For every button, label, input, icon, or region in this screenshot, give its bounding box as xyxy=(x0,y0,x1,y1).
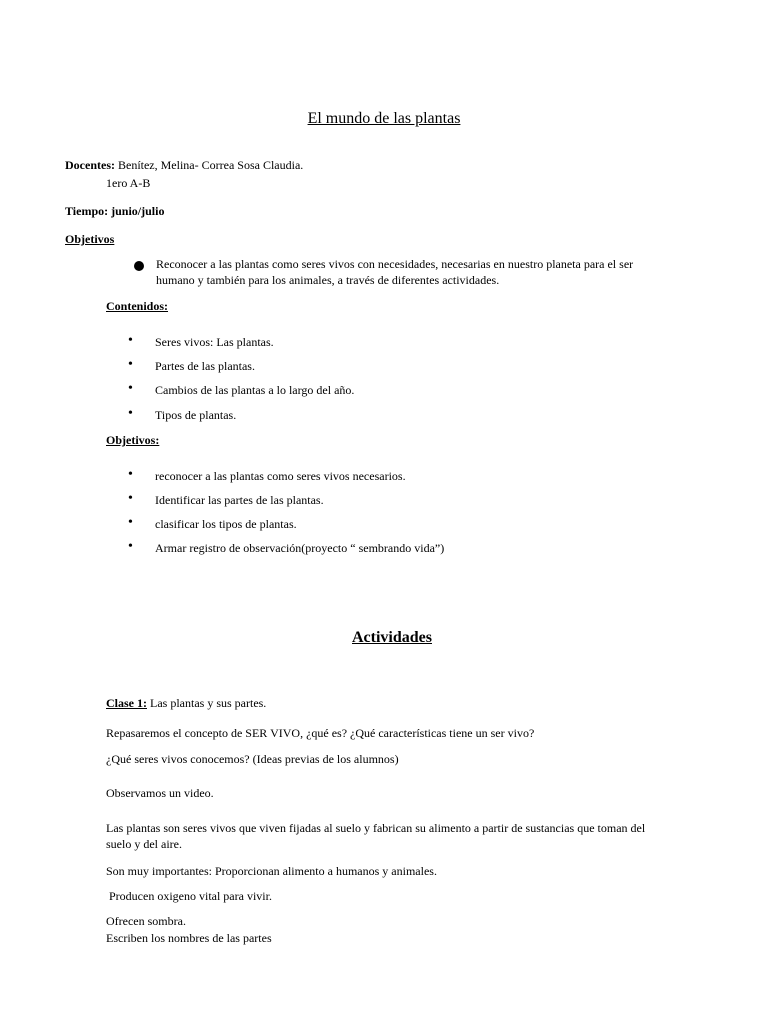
paragraph: ¿Qué seres vivos conocemos? (Ideas previas de los alumnos) xyxy=(106,752,399,766)
bullet-icon: • xyxy=(128,357,133,372)
objetivo-item: clasificar los tipos de plantas. xyxy=(155,517,297,531)
objetivo-general-line1: Reconocer a las plantas como seres vivos con necesidades, necesarias en nuestro planeta para el ser xyxy=(156,257,634,271)
paragraph-line1: Las plantas son seres vivos que viven fijadas al suelo y fabrican su alimento a partir de sustancias que toman del xyxy=(106,821,646,835)
bullet-icon: • xyxy=(128,381,133,396)
actividades-heading: Actividades xyxy=(352,629,432,646)
contenido-item: Cambios de las plantas a lo largo del año. xyxy=(155,383,355,397)
objetivo-general xyxy=(156,256,716,288)
contenido-item: Tipos de plantas. xyxy=(155,408,237,422)
contenido-item: Partes de las plantas. xyxy=(155,359,255,373)
paragraph: Escriben los nombres de las partes xyxy=(106,931,272,945)
objetivo-item: reconocer a las plantas como seres vivos necesarios. xyxy=(155,469,406,483)
paragraph: Son muy importantes: Proporcionan alimento a humanos y animales. xyxy=(106,864,437,878)
contenido-item: Seres vivos: Las plantas. xyxy=(155,335,274,349)
bullet-icon: • xyxy=(128,406,133,421)
contenidos-heading: Contenidos: xyxy=(106,299,169,313)
objetivo-item: Identificar las partes de las plantas. xyxy=(155,493,324,507)
paragraph: Ofrecen sombra. xyxy=(106,914,186,928)
bullet-icon xyxy=(134,261,144,271)
objetivos2-heading: Objetivos: xyxy=(106,433,160,447)
bullet-icon: • xyxy=(128,333,133,348)
objetivo-general-line2: humano y también para los animales, a través de diferentes actividades. xyxy=(156,273,500,288)
paragraph xyxy=(106,820,686,852)
bullet-icon: • xyxy=(128,515,133,530)
clase1-label: Clase 1: xyxy=(106,696,147,710)
tiempo-text: Tiempo: junio/julio xyxy=(65,204,165,218)
document-title: El mundo de las plantas xyxy=(307,110,461,127)
bullet-icon: • xyxy=(128,467,133,482)
paragraph: Observamos un video. xyxy=(106,786,214,800)
docentes-value: Benítez, Melina- Correa Sosa Claudia. xyxy=(114,158,304,172)
clase1-line xyxy=(106,695,266,711)
grado-text: 1ero A-B xyxy=(106,176,151,190)
objetivos-heading: Objetivos xyxy=(65,232,115,246)
bullet-icon: • xyxy=(128,539,133,554)
objetivo-item: Armar registro de observación(proyecto “ sembrando vida”) xyxy=(155,541,445,555)
docentes-label: Docentes: xyxy=(65,158,115,172)
docentes-line xyxy=(65,157,303,173)
bullet-icon: • xyxy=(128,491,133,506)
paragraph: Repasaremos el concepto de SER VIVO, ¿qué es? ¿Qué características tiene un ser vivo? xyxy=(106,726,535,740)
paragraph: Producen oxigeno vital para vivir. xyxy=(106,889,272,903)
clase1-value: Las plantas y sus partes. xyxy=(147,696,267,710)
paragraph-line2: suelo y del aire. xyxy=(106,837,182,852)
